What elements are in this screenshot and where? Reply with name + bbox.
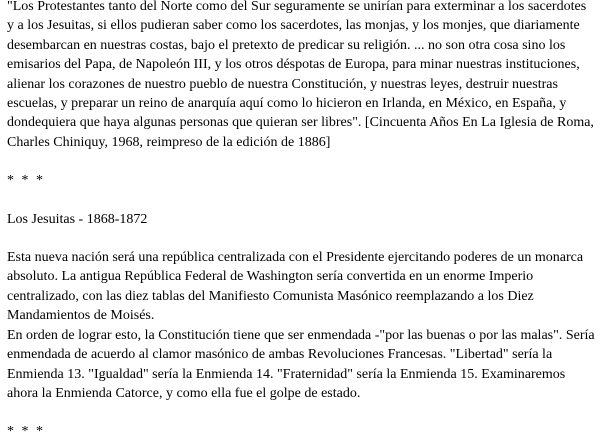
section-separator-bottom: * * * bbox=[7, 424, 45, 440]
section-heading: Los Jesuitas - 1868-1872 bbox=[7, 211, 148, 227]
paragraph-constitution-amendment: En orden de lograr esto, la Constitución tiene que ser enmendada -"por las buenas o por las malas". Sería enmendada de acuerdo al clamor masónico de ambas Revoluciones Francesas. "Libertad" sería la Enmienda 13. "Igualdad" sería la Enmienda 14. "Fraternidad" sería la Enmienda 15. Examinaremos ahora la Enmienda Catorce, y como ella fue el golpe de estado. bbox=[7, 327, 595, 401]
chiniquy-quote: "Los Protestantes tanto del Norte como del Sur seguramente se unirían para exterminar a los sacerdotes y a los Jesuitas, si ellos pudieran saber como los sacerdotes, las monjas, y los monjes, que diariamente desembarcan en nuestras costas, bajo el pretexto de predicar su religión. ... no son otra cosa sino los emisarios del Papa, de Napoleón III, y los otros déspotas de Europa, para minar nuestras instituciones, alienar los corazones de nuestro pueblo de nuestra Constitución, y nuestras leyes, destruir nuestras escuelas, y preparar un reino de anarquía aquí como lo hicieron en Irlanda, en México, en España, y dondequiera que haya algunas personas que quieran ser libres". [Cincuenta Años En La Iglesia de Roma, Charles Chiniquy, 1968, reimpreso de la edición de 1886] bbox=[7, 0, 594, 150]
document-body bbox=[7, 0, 595, 442]
section-separator: * * * bbox=[7, 173, 45, 189]
paragraph-centralized-republic: Esta nueva nación será una república centralizada con el Presidente ejercitando poderes de un monarca absoluto. La antigua República Federal de Washington sería convertida en un enorme Imperio centralizado, con las diez tablas del Manifiesto Comunista Masónico reemplazando a los Diez Mandamientos de Moisés. bbox=[7, 250, 584, 324]
